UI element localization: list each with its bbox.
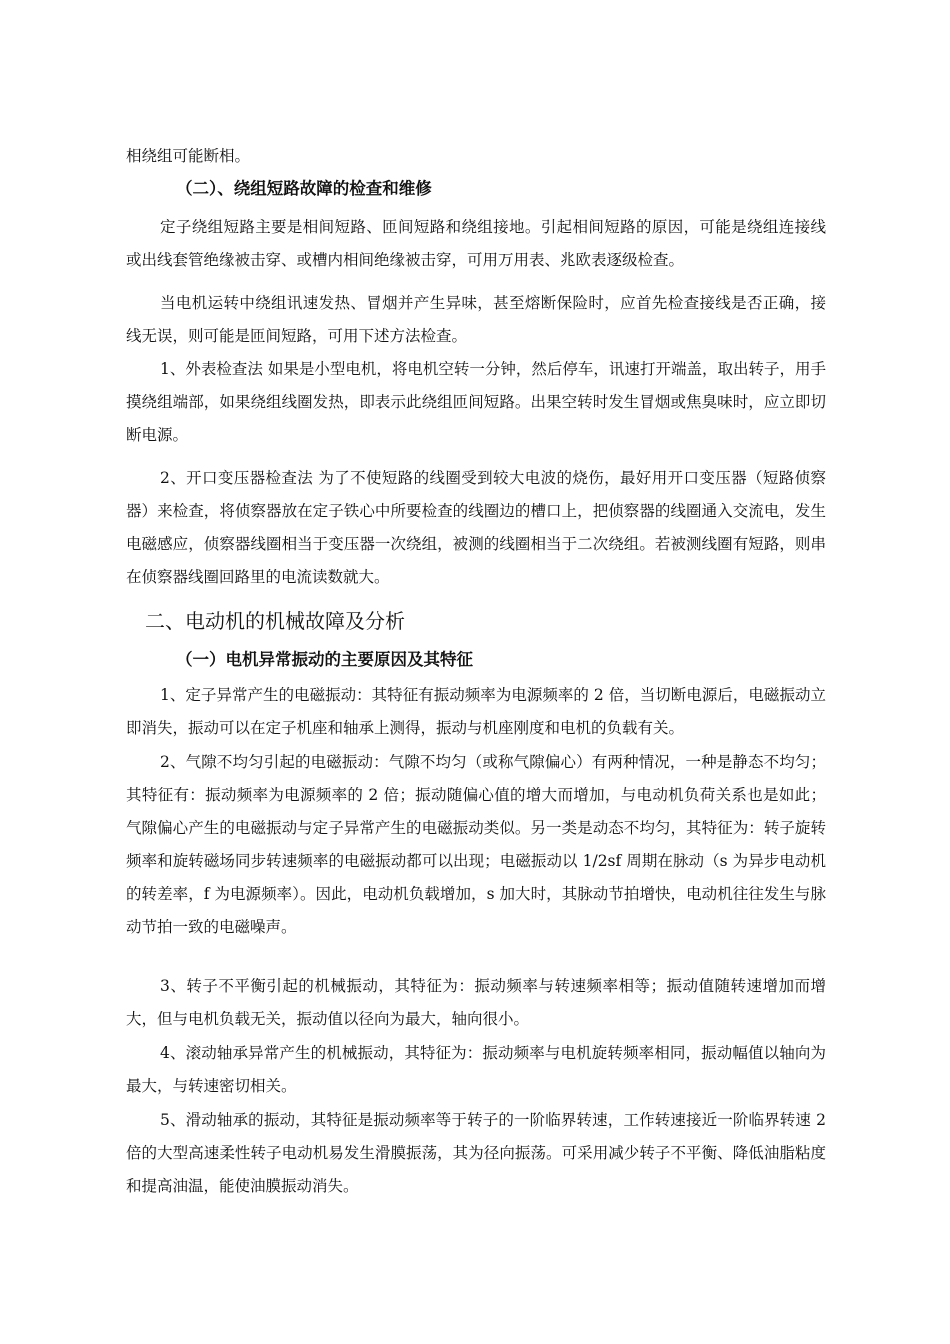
item-rolling-bearing-vibration: 4、滚动轴承异常产生的机械振动，其特征为：振动频率与电机旋转频率相同，振动幅值以轴向为最大，与转速密切相关。 <box>126 1044 826 1095</box>
paragraph-open-transformer-method: 2、开口变压器检查法 为了不使短路的线圈受到较大电波的烧伤，最好用开口变压器（短路侦察器）来检查，将侦察器放在定子铁心中所要检查的线圈边的槽口上，把侦察器的线圈通入交流电，发生电磁感应，侦察器线圈相当于变压器一次绕组，被测的线圈相当于二次绕组。若被测线圈有短路，则串在侦察器线圈回路里的电流读数就大。 <box>126 469 826 586</box>
paragraph-short-circuit-types: 定子绕组短路主要是相间短路、匝间短路和绕组接地。引起相间短路的原因，可能是绕组连接线或出线套管绝缘被击穿、或槽内相间绝缘被击穿，可用万用表、兆欧表逐级检查。 <box>126 218 826 269</box>
section-heading-abnormal-vibration: （一）电机异常振动的主要原因及其特征 <box>176 650 473 669</box>
item-air-gap-vibration: 2、气隙不均匀引起的电磁振动：气隙不均匀（或称气隙偏心）有两种情况，一种是静态不均匀；其特征有：振动频率为电源频率的 2 倍；振动随偏心值的增大而增加，与电动机负荷关系也是如此；气隙偏心产生的电磁振动与定子异常产生的电磁振动类似。另一类是动态不均匀，其特征为：转子旋转频率和旋转磁场同步转速频率的电磁振动都可以出现；电磁振动以 1/2sf 周期在脉动（s 为异步电动机的转差率，f 为电源频率）。因此，电动机负载增加，s 加大时，其脉动节拍增快，电动机往往发生与脉动节拍一致的电磁噪声。 <box>126 753 826 936</box>
item-stator-electromagnetic-vibration: 1、定子异常产生的电磁振动：其特征有振动频率为电源频率的 2 倍，当切断电源后，电磁振动立即消失，振动可以在定子机座和轴承上测得，振动与机座刚度和电机的负载有关。 <box>126 686 826 737</box>
paragraph-visual-inspection-method: 1、外表检查法 如果是小型电机，将电机空转一分钟，然后停车，讯速打开端盖，取出转子，用手摸绕组端部，如果绕组线圈发热，即表示此绕组匝间短路。出果空转时发生冒烟或焦臭味时，应立即切断电源。 <box>126 360 826 444</box>
section-heading-winding-short-circuit: （二）、绕组短路故障的检查和维修 <box>176 179 432 198</box>
item-sliding-bearing-vibration: 5、滑动轴承的振动，其特征是振动频率等于转子的一阶临界转速，工作转速接近一阶临界转速 2 倍的大型高速柔性转子电动机易发生滑膜振荡，其为径向振荡。可采用减少转子不平衡、降低油脂粘度和提高油温，能使油膜振动消失。 <box>126 1111 826 1195</box>
continuation-text: 相绕组可能断相。 <box>126 147 251 165</box>
item-rotor-imbalance-vibration: 3、转子不平衡引起的机械振动，其特征为：振动频率与转速频率相等；振动值随转速增加而增大，但与电机负载无关，振动值以径向为最大，轴向很小。 <box>126 977 826 1028</box>
chapter-heading-mechanical-faults: 二、电动机的机械故障及分析 <box>145 609 405 633</box>
paragraph-turn-short-circuit-symptoms: 当电机运转中绕组讯速发热、冒烟并产生异味，甚至熔断保险时，应首先检查接线是否正确，接线无误，则可能是匝间短路，可用下述方法检查。 <box>126 294 826 345</box>
